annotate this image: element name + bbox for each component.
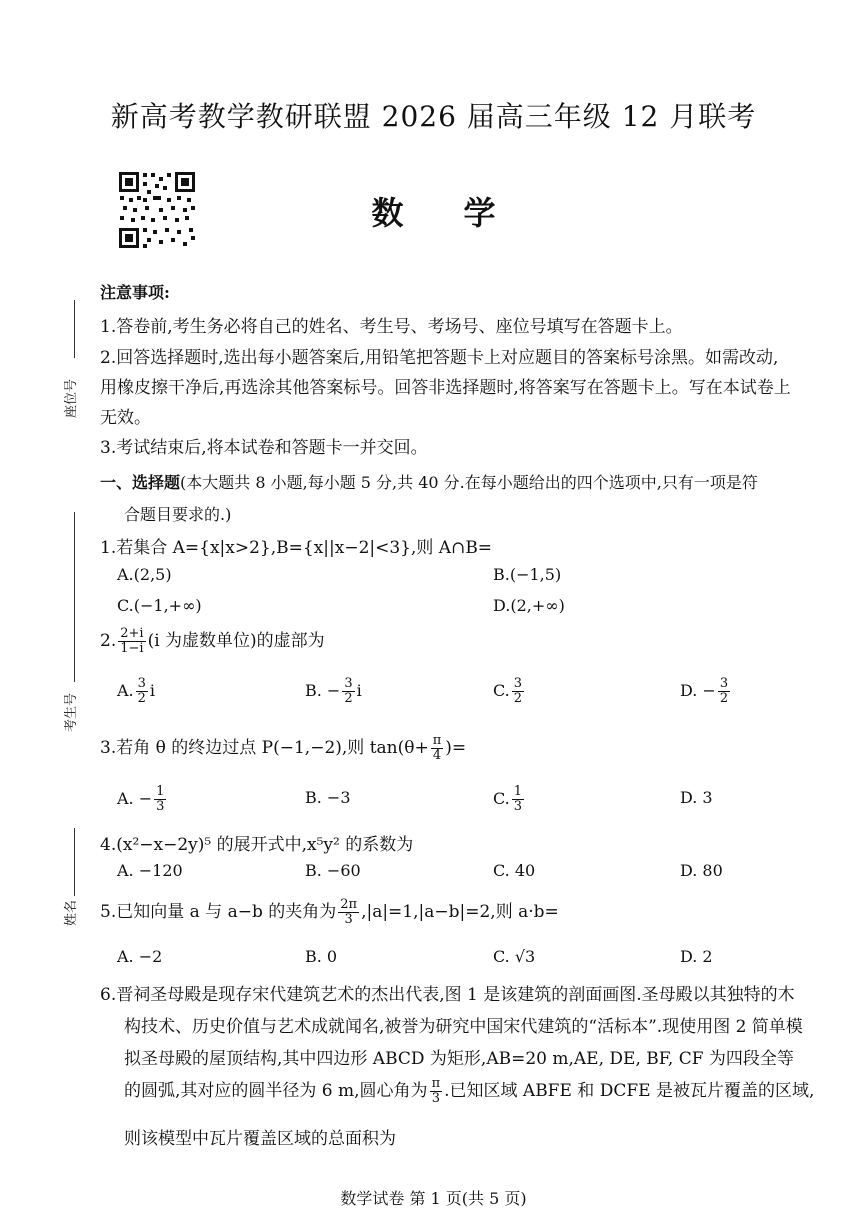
subject-title: 数学 (371, 194, 556, 232)
question-1-stem: 1.若集合 A={x|x>2},B={x||x−2|<3},则 A∩B= (100, 538, 493, 558)
question-3-stem: 3.若角 θ 的终边过点 P(−1,−2),则 tan(θ+ $\frac{\pi}{4}$ )= (100, 733, 467, 763)
notice-item-2-line-3: 无效。 (100, 408, 151, 428)
question-6-line-3: 拟圣母殿的屋顶结构,其中四边形 ABCD 为矩形,AB=20 m,AE, DE, BF, CF 为四段全等 (124, 1049, 794, 1069)
question-2-option-d: D. − $\frac{3}{2}$ (680, 676, 729, 706)
question-6-line-5: 则该模型中瓦片覆盖区域的总面积为 (124, 1129, 396, 1149)
question-5-option-c: C. √3 (493, 947, 536, 966)
name-line (74, 828, 75, 896)
question-2-stem: 2. $\frac{2+i}{1-i}$ (i 为虚数单位)的虚部为 (100, 626, 325, 656)
question-1-option-a: A.(2,5) (117, 565, 172, 584)
question-5-stem: 5.已知向量 a 与 a−b 的夹角为 $\frac{2\pi}{3}$ ,|a|=1,|a−b|=2,则 a·b= (100, 897, 559, 927)
question-6-line-1: 6.晋祠圣母殿是现存宋代建筑艺术的杰出代表,图 1 是该建筑的剖面画图.圣母殿以其独特的木 (100, 985, 795, 1005)
notice-item-2-line-1: 2.回答选择题时,选出每小题答案后,用铅笔把答题卡上对应题目的答案标号涂黑。如需改动, (100, 348, 779, 368)
question-2-fraction: $\frac{2+i}{1-i}$ (120, 626, 144, 656)
question-4-option-a: A. −120 (117, 861, 183, 880)
section-heading (100, 470, 758, 493)
notice-heading: 注意事项: (100, 283, 170, 302)
candidate-label: 考生号 (64, 692, 79, 732)
question-6-line-4: 的圆弧,其对应的圆半径为 6 m,圆心角为 $\frac{\pi}{3}$ .已知区域 ABFE 和 DCFE 是被瓦片覆盖的区域, (124, 1076, 815, 1106)
exam-title: 新高考教学教研联盟 2026 届高三年级 12 月联考 (110, 100, 757, 133)
question-5-option-a: A. −2 (117, 947, 163, 966)
question-1-option-b: B.(−1,5) (493, 565, 562, 584)
question-2-option-c: C. $\frac{3}{2}$ (493, 676, 523, 706)
question-2-option-a: A. $\frac{3}{2}$ i (117, 676, 156, 706)
notice-item-3: 3.考试结束后,将本试卷和答题卡一并交回。 (100, 438, 428, 458)
seat-label: 座位号 (64, 378, 79, 418)
question-5-option-b: B. 0 (305, 947, 338, 966)
question-4-option-b: B. −60 (305, 861, 361, 880)
question-3-option-b: B. −3 (305, 788, 351, 807)
question-2-option-b: B. − $\frac{3}{2}$ i (305, 676, 362, 706)
section-desc-1: (本大题共 8 小题,每小题 5 分,共 40 分.在每小题给出的四个选项中,只有一项是符 (180, 473, 758, 492)
question-4-stem: 4.(x²−x−2y)⁵ 的展开式中,x⁵y² 的系数为 (100, 835, 414, 855)
notice-item-2-line-2: 用橡皮擦干净后,再选涂其他答案标号。回答非选择题时,将答案写在答题卡上。写在本试卷上 (100, 378, 791, 398)
section-desc-2: 合题目要求的.) (124, 505, 232, 524)
question-3-option-c: C. $\frac{1}{3}$ (493, 784, 523, 814)
question-5-option-d: D. 2 (680, 947, 713, 966)
notice-item-1: 1.答卷前,考生务必将自己的姓名、考生号、考场号、座位号填写在答题卡上。 (100, 317, 683, 337)
candidate-line (74, 512, 75, 682)
seat-line (74, 300, 75, 358)
question-4-option-c: C. 40 (493, 861, 536, 880)
question-3-option-d: D. 3 (680, 788, 713, 807)
page-footer: 数学试卷 第 1 页(共 5 页) (340, 1189, 527, 1208)
name-label: 姓名 (64, 899, 79, 926)
question-4-option-d: D. 80 (680, 861, 723, 880)
question-6-line-2: 构技术、历史价值与艺术成就闻名,被誉为研究中国宋代建筑的“活标本”.现使用图 2 简单模 (124, 1017, 803, 1037)
question-3-option-a: A. − $\frac{1}{3}$ (117, 784, 165, 814)
question-1-option-d: D.(2,+∞) (493, 596, 565, 615)
section-title: 一、选择题 (100, 473, 181, 492)
question-1-option-c: C.(−1,+∞) (117, 596, 202, 615)
